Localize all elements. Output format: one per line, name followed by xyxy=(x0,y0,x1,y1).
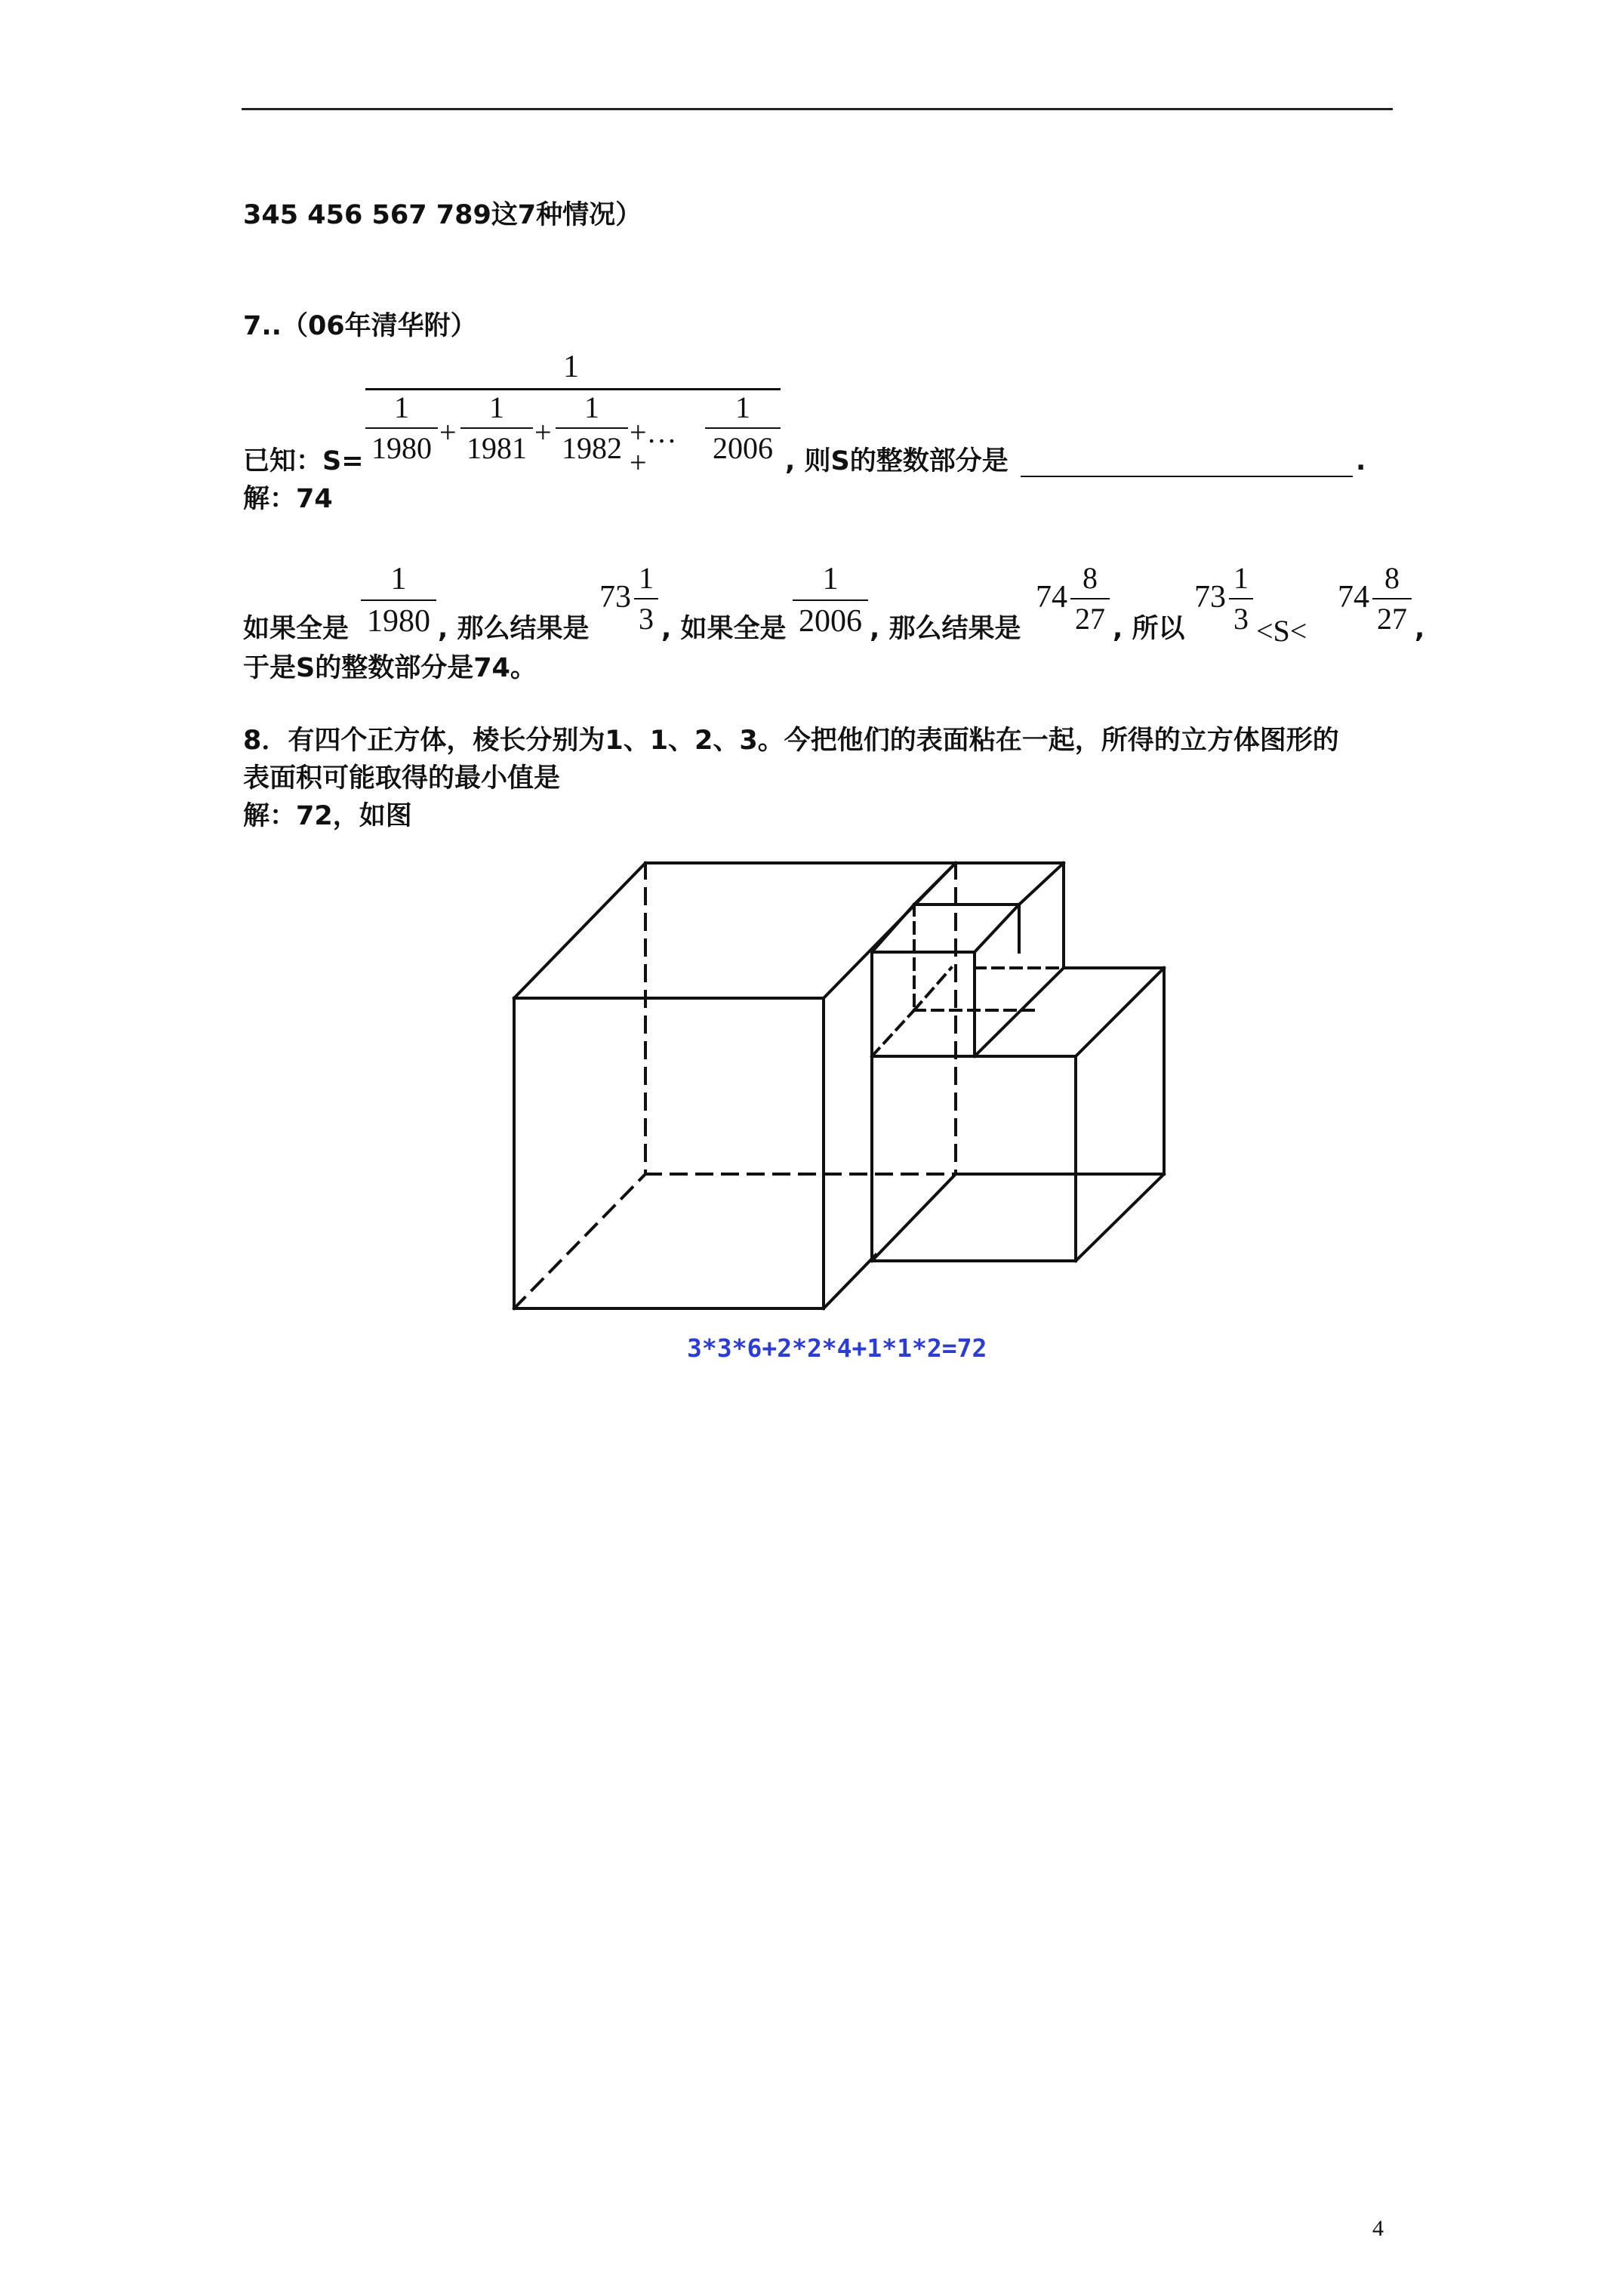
exp-fraction: 1 2006 xyxy=(793,563,868,637)
q8-question-line1: 8．有四个正方体，棱长分别为1、1、2、3。今把他们的表面粘在一起，所得的立方体图形的 xyxy=(243,726,1339,756)
plus-sign: + xyxy=(439,415,457,449)
exp-text: , 那么结果是 xyxy=(438,614,590,644)
mixed-fraction: 8 27 xyxy=(1372,563,1412,634)
mixed-fraction: 8 27 xyxy=(1070,563,1110,634)
term-fraction: 1 2006 xyxy=(705,393,781,464)
mixed-fraction: 1 3 xyxy=(1229,563,1253,634)
page-number: 4 xyxy=(1372,2216,1384,2241)
exp-inequality: <S< xyxy=(1256,614,1307,648)
mixed-whole: 73 xyxy=(1194,580,1226,615)
exp-text: , 所以 xyxy=(1113,614,1185,644)
exp-text: , xyxy=(1415,614,1425,644)
exp-text: , 如果全是 xyxy=(661,614,787,644)
large-cube xyxy=(514,863,1064,1308)
figure-caption: 3*3*6+2*2*4+1*1*2=72 xyxy=(687,1333,987,1363)
q7-question-suffix: , 则S的整数部分是 xyxy=(785,446,1009,476)
continuation-line: 345 456 567 789这7种情况） xyxy=(243,200,642,230)
term-fraction: 1 1980 xyxy=(365,393,438,464)
q7-answer: 解：74 xyxy=(243,484,333,514)
term-fraction: 1 1981 xyxy=(460,393,533,464)
q8-answer: 解：72，如图 xyxy=(243,801,412,831)
exp-fraction: 1 1980 xyxy=(361,563,436,637)
mixed-whole: 74 xyxy=(1036,580,1067,615)
medium-cube xyxy=(872,968,1164,1261)
q8-question-line2: 表面积可能取得的最小值是 xyxy=(243,763,561,794)
q7-known-prefix: 已知：S= xyxy=(243,446,364,476)
exp-text: 如果全是 xyxy=(243,614,350,644)
q7-heading: 7..（06年清华附） xyxy=(243,311,477,341)
term-fraction: 1 1982 xyxy=(556,393,628,464)
exp-text: , 那么结果是 xyxy=(870,614,1021,644)
mixed-fraction: 1 3 xyxy=(634,563,658,634)
small-cube-hidden xyxy=(872,905,1064,1056)
mixed-whole: 74 xyxy=(1338,580,1369,615)
formula-outer-numerator: 1 xyxy=(563,350,579,384)
ellipsis: +…+ xyxy=(630,415,677,479)
q7-period: . xyxy=(1356,446,1366,476)
plus-sign: + xyxy=(534,415,552,449)
mixed-whole: 73 xyxy=(599,580,631,615)
q7-conclusion: 于是S的整数部分是74。 xyxy=(243,653,537,683)
